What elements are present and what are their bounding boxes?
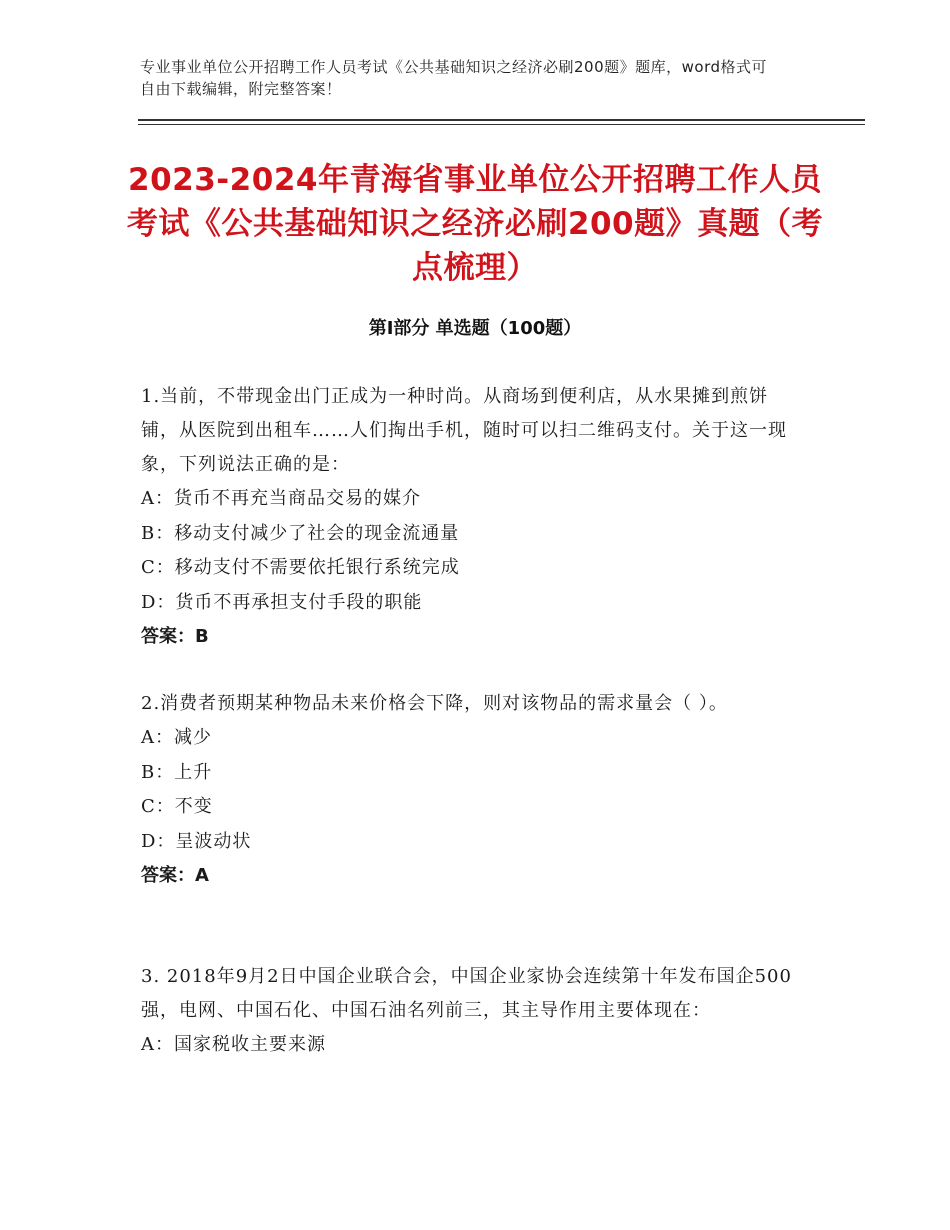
section-heading: 第Ⅰ部分 单选题（100题）	[368, 318, 582, 339]
option-c: C：不变	[141, 796, 213, 817]
question-text: 3. 2018年9月2日中国企业联合会，中国企业家协会连续第十年发布国企500强，电网、中国石化、中国石油名列前三，其主导作用主要体现在：	[141, 966, 792, 1021]
option-d: D：呈波动状	[141, 830, 252, 852]
question-text: 2.消费者预期某种物品未来价格会下降，则对该物品的需求量会（ ）。	[141, 693, 728, 714]
question-text: 1.当前，不带现金出门正成为一种时尚。从商场到便利店，从水果摊到煎饼铺，从医院到出租车……人们掏出手机，随时可以扫二维码支付。关于这一现象，下列说法正确的是：	[141, 386, 787, 475]
option-a: A：货币不再充当商品交易的媒介	[141, 488, 421, 509]
option-a: A：减少	[141, 727, 212, 748]
document-title: 2023-2024年青海省事业单位公开招聘工作人员考试《公共基础知识之经济必刷200题》真题（考点梳理）	[126, 162, 824, 286]
question-block	[141, 960, 806, 1063]
option-b: B：上升	[141, 761, 213, 783]
question-block	[141, 380, 806, 654]
option-c: C：移动支付不需要依托银行系统完成	[141, 557, 460, 578]
option-a: A：国家税收主要来源	[141, 1034, 326, 1055]
header-divider-thick	[138, 119, 865, 121]
question-block	[141, 687, 806, 893]
header-divider-thin	[138, 124, 865, 125]
answer-line: 答案：A	[141, 865, 209, 886]
option-b: B：移动支付减少了社会的现金流通量	[141, 522, 460, 544]
option-d: D：货币不再承担支付手段的职能	[141, 591, 423, 613]
answer-line: 答案：B	[141, 626, 209, 647]
header-note: 专业事业单位公开招聘工作人员考试《公共基础知识之经济必刷200题》题库，word格式可自由下载编辑，附完整答案！	[140, 58, 768, 98]
